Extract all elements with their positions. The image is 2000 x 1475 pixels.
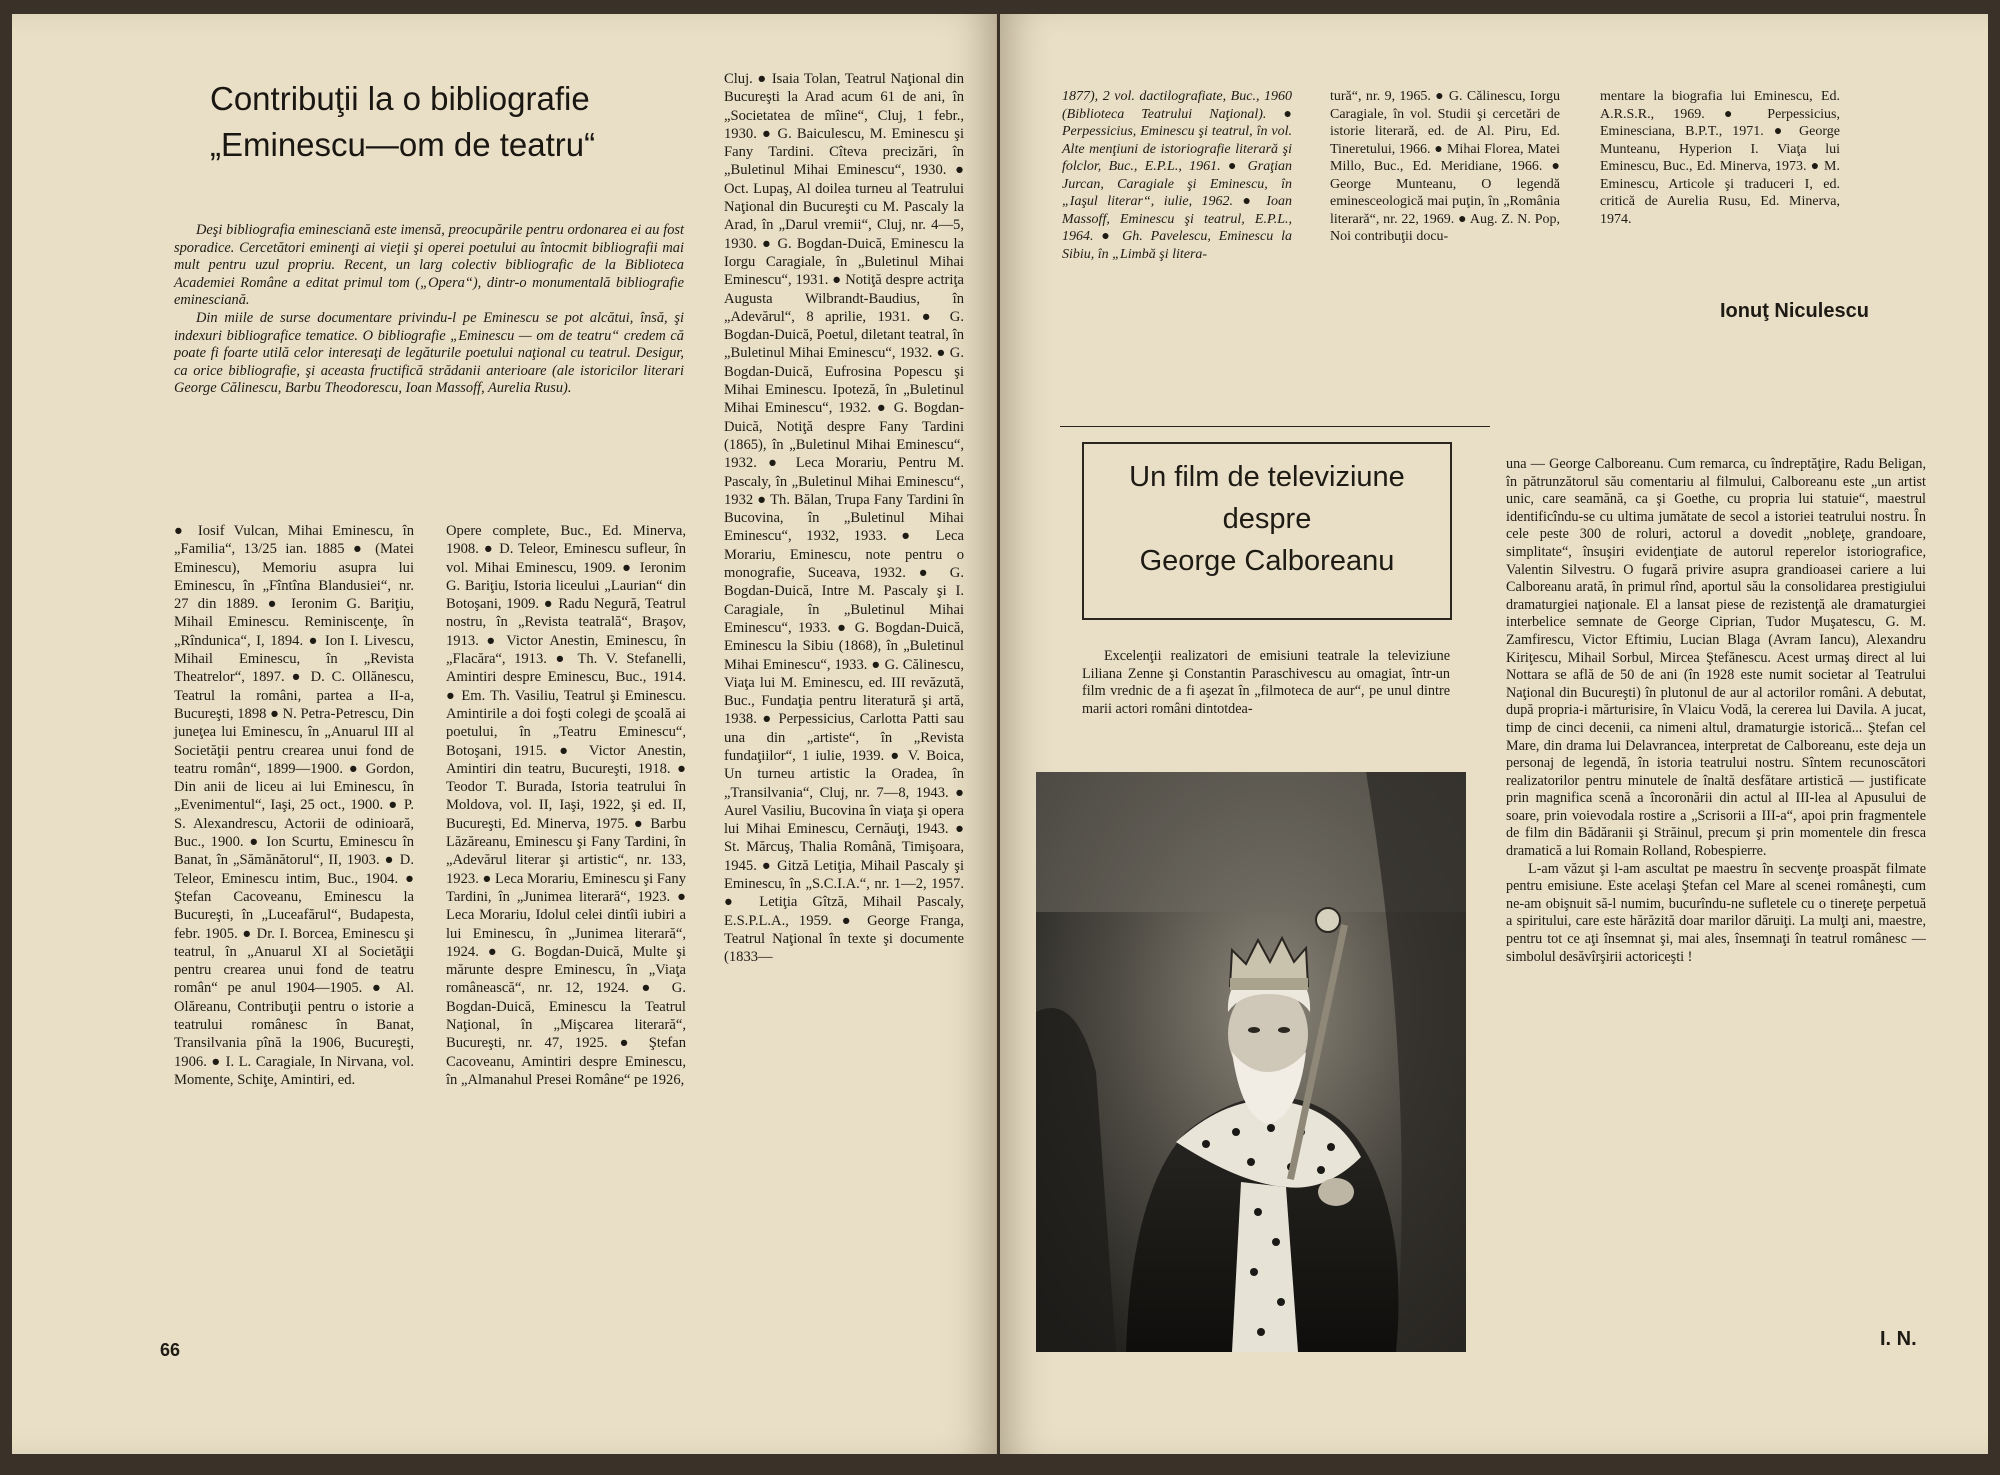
article-title <box>210 76 680 168</box>
film-article-lead: Excelenţii realizatori de emisiuni teatrale la televiziune Liliana Zenne şi Constantin Paraschivescu au omagiat, într-un film vrednic de a fi aşezat în „filmoteca de aur“, pe unul dintre marii actori români dintotdea- <box>1082 648 1450 717</box>
intro-paragraph-1: Deşi bibliografia eminesciană este imensă, preocupările pentru ordonarea ei au fost sporadice. Cercetători eminenţi ai vieţii şi operei poetului au întocmit bibliografii mai mult pentru uzul propriu. Recent, un larg colectiv bibliografic de la Biblioteca Academiei Române a editat primul tom („Opera“), dintr-o monumentală bibliografie eminesciană. <box>174 222 684 309</box>
bibliography-column-4: 1877), 2 vol. dactilografiate, Buc., 1960 (Biblioteca Teatrului Naţional). ● Perpessicius, Eminescu şi teatrul, în vol. Alte menţiuni de istoriografie literară şi folclor, Buc., E.P.L., 1961. ● Graţian Jurcan, Caragiale şi Eminescu, în „Iaşul literar“, iulie, 1962. ● Ioan Massoff, Eminescu şi teatrul, E.P.L., 1964. ● Gh. Pavelescu, Eminescu la Sibiu, în „Limbă şi litera- <box>1062 89 1292 262</box>
intro-paragraph-2: Din miile de surse documentare privindu-l pe Eminescu se pot alcătui, însă, şi indexuri bibliografice tematice. O bibliografie „Eminescu — om de teatru“ credem că poate fi foarte utilă celor interesaţi de legăturile poetului naţional cu teatrul. Desigur, ca orice bibliografie, şi aceasta fructifică strădanii anterioare (ale istoricilor literari George Călinescu, Barbu Theodorescu, Ioan Massoff, Aurelia Rusu). <box>174 309 684 397</box>
section-divider <box>1060 426 1490 427</box>
author-signature: Ionuţ Niculescu <box>1720 300 1869 322</box>
film-article-signature: I. N. <box>1880 1328 1917 1350</box>
page-number: 66 <box>160 1340 181 1360</box>
bibliography-column-3: Cluj. ● Isaia Tolan, Teatrul Naţional din Bucureşti la Arad acum 61 de ani, în „Societatea de mîine“, Cluj, 1 febr., 1930. ● G. Baiculescu, M. Eminescu şi Fany Tardini. Cîteva precizări, în „Buletinul Mihai Eminescu“, 1930. ● Oct. Lupaş, Al doilea turneu al Teatrului Naţional din Bucureşti cu M. Pascaly la Arad, în „Darul vremii“, Cluj, nr. 4—5, 1930. ● G. Bogdan-Duică, Eminescu la Iorgu Caragiale, în „Buletinul Mihai Eminescu“, 1931. ● Notiţă despre actriţa Augusta Wilbrandt-Baudius, în „Adevărul“, 8 aprilie, 1931. ● G. Bogdan-Duică, Poetul, diletant teatral, în „Buletinul Mihai Eminescu“, 1932. ● G. Bogdan-Duică, Eufrosina Popescu şi Mihai Eminescu. Ipoteză, în „Buletinul Mihai Eminescu“, 1932. ● G. Bogdan-Duică, Notiţă despre Fany Tardini (1865), în „Buletinul Mihai Eminescu“, 1932. ● Leca Morariu, Pentru M. Pascaly, în „Buletinul Mihai Eminescu“, 1932 ● Th. Bălan, Trupa Fany Tardini în Bucovina, în „Buletinul Mihai Eminescu“, 1932, 1933. ● Leca Morariu, Eminescu, note pentru o monografie, Suceava, 1932. ● G. Bogdan-Duică, Intre M. Pascaly şi I. Caragiale, în „Buletinul Mihai Eminescu“, 1933. ● G. Bogdan-Duică, Eminescu la Sibiu (1868), în „Buletinul Mihai Eminescu“, 1933. ● G. Călinescu, Viaţa lui M. Eminescu, ed. III revăzută, Buc., Fundaţia pentru literatură şi artă, 1938. ● Perpessicius, Carlotta Patti sau una din „artiste“, în „Revista fundaţiilor“, 1 iulie, 1939. ● V. Boica, Un turneu artistic la Oradea, în „Transilvania“, Cluj, nr. 7—8, 1943. ● Aurel Vasiliu, Bucovina în viaţa şi opera lui Mihai Eminescu, Cernăuţi, 1943. ● St. Mărcuş, Thalia Română, Timişoara, 1945. ● Gitză Letiţia, Mihail Pascaly şi Eminescu, în „S.C.I.A.“, nr. 1—2, 1957. ● Letiţia Gîtză, Mihail Pascaly, E.S.P.L.A., 1959. ● George Franga, Teatrul Naţional în texte şi documente (1833— <box>724 71 964 966</box>
calboreanu-photo <box>1036 772 1466 1352</box>
right-page <box>1000 14 1988 1454</box>
bibliography-column-6: mentare la biografia lui Eminescu, Ed. A.R.S.R., 1969. ● Perpessicius, Eminesciana, B.P.T., 1971. ● George Munteanu, Hyperion I. Viaţa lui Eminescu, Buc., Ed. Minerva, 1973. ● M. Eminescu, Articole şi traduceri I, ed. critică de Aurelia Rusu, Ed. Minerva, 1974. <box>1600 89 1840 227</box>
film-article-paragraph-2: L-am văzut şi l-am ascultat pe maestru în secvenţe proaspăt filmate pentru emisiune. Este acelaşi Ştefan cel Mare al scenei româneşti, cum ne-am obişnuit să-l numim, bucurîndu-ne sufletele cu o tinereţe perpetuă a spiritului, care este hărăzită doar marilor dăruiţi. La mulţi ani, maestre, pentru tot ce aţi însemnat şi, mai ales, însemnaţi în teatrul românesc — simbolul desăvîrşirii actoriceşti ! <box>1506 860 1926 965</box>
left-page <box>12 14 997 1454</box>
film-article-body <box>1506 456 1926 966</box>
article-intro <box>174 222 684 398</box>
title-line-1: Contribuţii la o bibliografie <box>210 80 590 117</box>
film-article-title-box <box>1082 442 1452 620</box>
bibliography-column-2: Opere complete, Buc., Ed. Minerva, 1908. ● D. Teleor, Eminescu sufleur, în vol. Mihai Eminescu, 1909. ● Ieronim G. Bariţiu, Istoria liceului „Laurian“ din Botoşani, 1909. ● Radu Negură, Teatrul nostru, în „Revista teatrală“, Braşov, 1913. ● Victor Anestin, Eminescu, în „Flacăra“, 1913. ● Th. V. Stefanelli, Amintiri despre Eminescu, Buc., 1914. ● Em. Th. Vasiliu, Teatrul şi Eminescu. Amintirile a doi foşti colegi de şcoală ai poetului, în „Teatru Eminescu“, Botoşani, 1915. ● Victor Anestin, Amintiri din teatru, Bucureşti, 1918. ● Teodor T. Burada, Istoria teatrului în Moldova, vol. II, Iaşi, 1922, şi ed. II, Bucureşti, Ed. Minerva, 1975. ● Barbu Lăzăreanu, Eminescu şi Fany Tardini, în „Adevărul literar şi artistic“, nr. 133, 1923. ● Leca Morariu, Eminescu şi Fany Tardini, în „Junimea literară“, 1923. ● Leca Morariu, Idolul celei dintîi iubiri a lui Eminescu, în „Junimea literară“, 1924. ● G. Bogdan-Duică, Multe şi mărunte despre Eminescu, în „Viaţa românească“, nr. 12, 1924. ● G. Bogdan-Duică, Eminescu la Teatrul Naţional, în „Mişcarea literară“, Bucureşti, nr. 47, 1925. ● Ştefan Cacoveanu, Amintiri despre Eminescu, în „Almanahul Presei Române“ pe 1926, <box>446 523 686 1088</box>
title-line-2: „Eminescu—om de teatru“ <box>210 126 596 163</box>
bibliography-column-1: ● Iosif Vulcan, Mihai Eminescu, în „Familia“, 13/25 ian. 1885 ● (Matei Eminescu), Memoriu asupra lui Eminescu, în „Fîntîna Blandusiei“, nr. 27 din 1889. ● Ieronim G. Bariţiu, Mihail Eminescu. Reminiscenţe, în „Rîndunica“, I, 1894. ● Ion I. Livescu, Mihail Eminescu, în „Revista Theatrelor“, 1897. ● D. C. Ollănescu, Teatrul la români, partea a II-a, Bucureşti, 1898 ● N. Petra-Petrescu, Din juneţea lui Eminescu, în „Anuarul III al Societăţii pentru crearea unui fond de teatru român“, 1899—1900. ● Gordon, Din anii de liceu ai lui Eminescu, în „Evenimentul“, Iaşi, 25 oct., 1900. ● P. S. Alexandrescu, Actorii de odinioară, Buc., 1900. ● Ion Scurtu, Eminescu în Banat, în „Sămănătorul“, II, 1903. ● D. Teleor, Eminescu intim, Buc., 1904. ● Ştefan Cacoveanu, Eminescu la Bucureşti, în „Luceafărul“, Budapesta, febr. 1905. ● Dr. I. Borcea, Eminescu şi teatrul, în „Anuarul XI al Societăţii pentru crearea unui fond de teatru român“ pe anul 1904—1905. ● Al. Olăreanu, Contribuţii pentru o istorie a teatrului românesc în Banat, Transilvania pînă la 1906, Bucureşti, 1906. ● I. L. Caragiale, In Nirvana, vol. Momente, Schiţe, Amintiri, ed. <box>174 523 414 1088</box>
film-article-paragraph-1: una — George Calboreanu. Cum remarca, cu îndreptăţire, Radu Beligan, în pătrunzătorul său comentariu al filmului, Calboreanu este „un artist unic, care seamănă, ca şi Goethe, cu propria lui statuie“, maestrul identificîndu-se cu ultima jumătate de secol a istoriei teatrului nostru. În cele peste 300 de roluri, actorul a dovedit „nobleţe, grandoare, simplitate“, însuşiri evidenţiate de autorul reperelor istoriografice, Valentin Silvestru. O fugară privire asupra grandioasei cariere a lui Calboreanu arată, în primul rînd, aportul său la consolidarea prestigiului dramaturgiei naţionale. El a lansat piese de rezistenţă ale dramaturgiei interbelice semnate de George Ciprian, Tudor Muşatescu, G. M. Zamfirescu, Victor Eftimiu, Lucian Blaga (Avram Iancu), Alexandru Kiriţescu, Mihail Sorbul, Mircea Ştefănescu. Acest urmaş direct al lui Nottara se află de 50 de ani (în 1928 este numit societar al Teatrului Naţional din Bucureşti) în plutonul de aur al actorilor români. A debutat, după propria-i mărturisire, în Vlaicu Vodă, la cererea lui Davila. A jucat, timp de cinci decenii, ca nimeni altul, dramaturgie istorică... Ştefan cel Mare, din drama lui Delavrancea, interpretat de Calboreanu, este deja un personaj de legendă, în istoria teatrului nostru. Sîntem recunoscători realizatorilor pentru minutele de înaltă desfătare artistică — justificate prin magnifica scenă a încoronării din actul al III-lea al Apusului de soare, prin voievodala rostire a „Scrisorii a III-a“, apoi prin fragmentele de film din Bădăranii şi Străinul, precum şi prin momentele din fresca dramatică a lui Romain Rolland, Robespierre. <box>1506 456 1926 860</box>
film-article-title: Un film de televiziune despre George Calboreanu <box>1129 461 1405 577</box>
bibliography-column-5: tură“, nr. 9, 1965. ● G. Călinescu, Iorgu Caragiale, în vol. Studii şi cercetări de istorie literară, ed. de Al. Piru, Ed. Tineretului, 1966. ● Mihai Florea, Matei Millo, Buc., Ed. Meridiane, 1966. ● George Munteanu, O legendă eminesceologică mai puţin, în „România literară“, nr. 22, 1969. ● Aug. Z. N. Pop, Noi contribuţii docu- <box>1330 89 1560 244</box>
calboreanu-photo-image <box>1036 772 1466 1352</box>
